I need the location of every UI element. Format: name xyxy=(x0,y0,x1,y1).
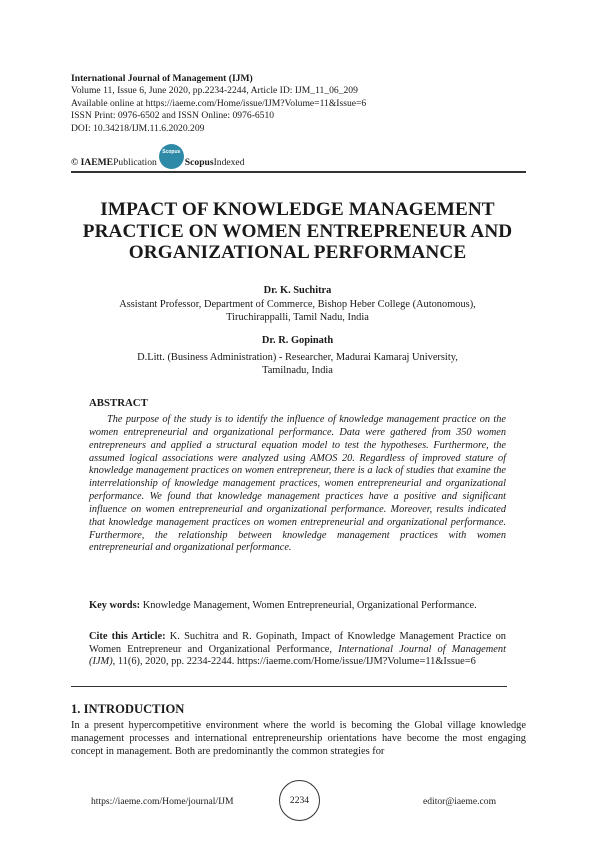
author-2-affiliation: D.Litt. (Business Administration) - Researcher, Madurai Kamaraj University, Tamilnadu, India xyxy=(137,352,458,376)
iaeme-label: © IAEME xyxy=(71,157,114,168)
author-1-affiliation: Assistant Professor, Department of Commerce, Bishop Heber College (Autonomous), Tiruchirappalli, Tamil Nadu, India xyxy=(119,299,476,323)
abstract-text: The purpose of the study is to identify the influence of knowledge management practice on the women entrepreneurial and organizational performance. Data were gathered from 350 women entrepreneurs and applied a structural equation model to test the hypotheses. Furthermore, the assumed logical associations were analyzed using AMOS 20. Regardless of improved stature of knowledge management practices on women entrepreneur, there is a lack of studies that examine the interrelationship of knowledge management practices, women entrepreneurial and organizational performance. We found that knowledge management practices have a positive and significant influence on women entrepreneurial and organizational performance. Moreover, results indicated that knowledge management practices on women entrepreneurial and organizational performance. Furthermore, the relationship between knowledge management practices with women entrepreneurial and organizational performance. xyxy=(89,414,506,554)
title-line-2: PRACTICE ON WOMEN ENTREPRENEUR AND xyxy=(82,220,513,242)
journal-header xyxy=(71,73,531,135)
header-divider xyxy=(71,171,526,173)
page-number: 2234 xyxy=(279,780,320,821)
keywords-label: Key words: xyxy=(89,600,141,611)
issn-line: ISSN Print: 0976-6502 and ISSN Online: 0976-6510 xyxy=(71,110,275,122)
abstract-heading: ABSTRACT xyxy=(89,397,148,409)
abstract-divider xyxy=(71,686,507,687)
keywords-text: Knowledge Management, Women Entrepreneurial, Organizational Performance. xyxy=(140,600,477,611)
cite-url[interactable]: https://iaeme.com/Home/issue/IJM?Volume=11&Issue=6 xyxy=(236,656,476,667)
publication-label: Publication xyxy=(113,157,157,168)
cite-label: Cite this Article: xyxy=(89,631,166,642)
author-1-name: Dr. K. Suchitra xyxy=(263,285,332,296)
title-line-1: IMPACT OF KNOWLEDGE MANAGEMENT xyxy=(100,199,495,220)
title-line-3: ORGANIZATIONAL PERFORMANCE xyxy=(128,242,467,263)
cite-text-2: , 11(6), 2020, pp. 2234-2244. xyxy=(112,656,235,667)
available-online-line: Available online at https://iaeme.com/Home/issue/IJM?Volume=11&Issue=6 xyxy=(71,97,367,109)
author-2-name: Dr. R. Gopinath xyxy=(261,335,334,346)
introduction-text: In a present hypercompetitive environment where the world is becoming the Global village knowledge management processes and international entrepreneurship orientations have become the most engaging concept in management. Both are predominantly the common strategies for xyxy=(71,720,526,758)
cite-text-1: K. Suchitra and R. Gopinath, Impact of Knowledge Management Practice on Women Entrepreneur and Organizational Performance, xyxy=(89,631,506,655)
journal-name: International Journal of Management (IJM) xyxy=(71,73,253,84)
keywords xyxy=(89,600,506,613)
doi-line: DOI: 10.34218/IJM.11.6.2020.209 xyxy=(71,122,205,134)
footer-email-link[interactable]: editor@iaeme.com xyxy=(423,796,497,807)
paper-title xyxy=(60,199,535,264)
introduction-heading: 1. INTRODUCTION xyxy=(71,702,185,716)
citation xyxy=(89,631,506,669)
footer-journal-link[interactable]: https://iaeme.com/Home/journal/IJM xyxy=(91,796,234,807)
cite-journal: International Journal of Management (IJM) xyxy=(89,643,506,667)
volume-line: Volume 11, Issue 6, June 2020, pp.2234-2244, Article ID: IJM_11_06_209 xyxy=(71,85,358,97)
scopus-label: Scopus xyxy=(184,157,214,168)
indexed-label: Indexed xyxy=(213,157,245,168)
scopus-logo-icon: Scopus xyxy=(159,144,184,169)
